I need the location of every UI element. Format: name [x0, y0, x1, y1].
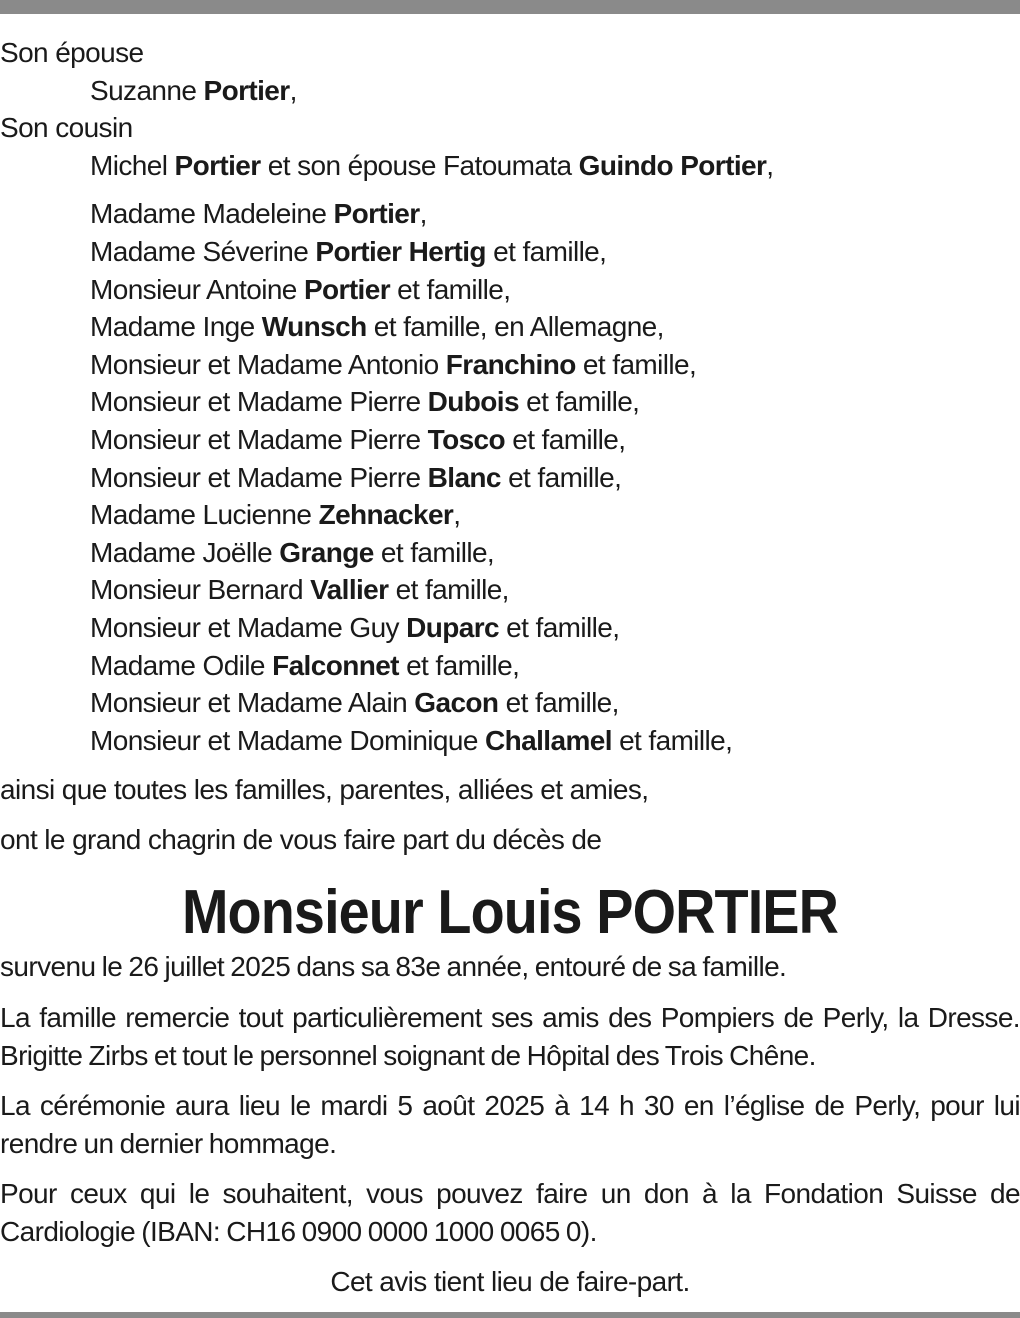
relative-entry: Monsieur et Madame Guy Duparc et famille,	[90, 611, 620, 643]
deceased-name: Monsieur Louis PORTIER	[181, 878, 839, 948]
death-notice	[0, 34, 1020, 1300]
relative-entry: Monsieur et Madame Pierre Tosco et famille,	[90, 423, 626, 455]
relative-entry: Monsieur et Madame Antonio Franchino et famille,	[90, 348, 697, 380]
closing-families: ainsi que toutes les familles, parentes, alliées et amies,	[0, 774, 649, 806]
relative-entry: Madame Madeleine Portier,	[90, 198, 427, 230]
relative-entry: Monsieur et Madame Pierre Dubois et famille,	[90, 386, 640, 418]
relative-entry: Madame Odile Falconnet et famille,	[90, 649, 520, 681]
relative-entry: Monsieur et Madame Alain Gacon et famille,	[90, 687, 619, 719]
bottom-divider	[0, 1312, 1020, 1318]
footer-note: Cet avis tient lieu de faire-part.	[330, 1265, 690, 1297]
relative-entry: Madame Joëlle Grange et famille,	[90, 536, 495, 568]
spouse-heading: Son épouse	[0, 37, 144, 68]
relative-entry: Monsieur et Madame Pierre Blanc et famille,	[90, 461, 622, 493]
top-divider	[0, 0, 1020, 14]
relative-entry: Madame Séverine Portier Hertig et famille,	[90, 235, 607, 267]
relative-entry: Monsieur Bernard Vallier et famille,	[90, 574, 509, 606]
relatives-list	[0, 195, 1020, 759]
cousin-heading: Son cousin	[0, 112, 133, 144]
relative-entry: Madame Lucienne Zehnacker,	[90, 499, 461, 531]
relative-entry: Madame Inge Wunsch et famille, en Allemagne,	[90, 311, 664, 343]
relative-entry: Monsieur Antoine Portier et famille,	[90, 273, 511, 305]
announcement: ont le grand chagrin de vous faire part du décès de	[0, 823, 602, 855]
ceremony-paragraph: La cérémonie aura lieu le mardi 5 août 2025 à 14 h 30 en l’église de Perly, pour lui rendre un dernier hommage.	[0, 1090, 1020, 1159]
spouse-entry: Suzanne Portier,	[90, 74, 297, 106]
relative-entry: Monsieur et Madame Dominique Challamel et famille,	[90, 724, 733, 756]
thanks-paragraph: La famille remercie tout particulièrement ses amis des Pompiers de Perly, la Dresse. Brigitte Zirbs et tout le personnel soignant de Hôpital des Trois Chêne.	[0, 1002, 1020, 1071]
death-details: survenu le 26 juillet 2025 dans sa 83e année, entouré de sa famille.	[0, 951, 787, 983]
cousin-entry: Michel Portier et son épouse Fatoumata Guindo Portier,	[90, 149, 774, 181]
donation-paragraph: Pour ceux qui le souhaitent, vous pouvez faire un don à la Fondation Suisse de Cardiologie (IBAN: CH16 0900 0000 1000 0065 0).	[0, 1178, 1020, 1248]
